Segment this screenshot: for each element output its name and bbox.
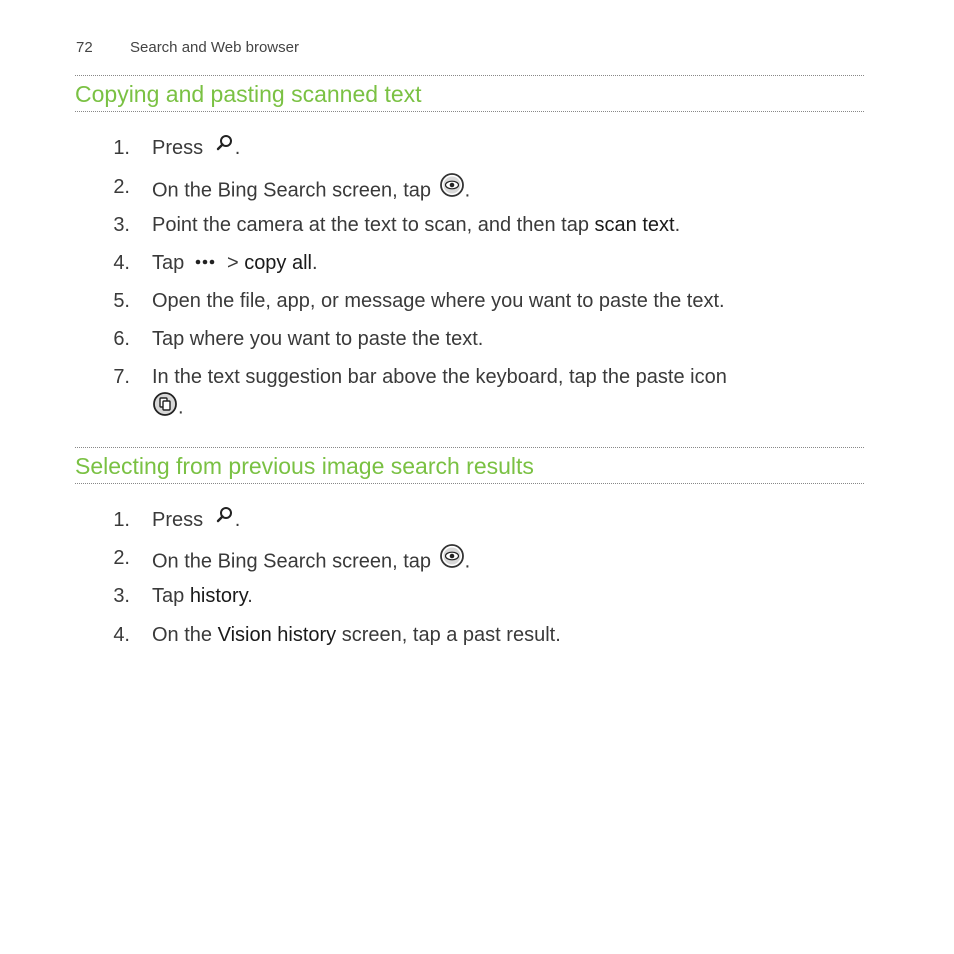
divider xyxy=(75,447,864,448)
step-number: 1. xyxy=(113,509,130,531)
page-number: 72 xyxy=(76,39,93,56)
step-text-end: . xyxy=(234,137,241,159)
page-header xyxy=(76,39,299,56)
step-text-end: . xyxy=(178,396,184,419)
divider xyxy=(75,111,864,112)
step-number: 1. xyxy=(113,137,130,159)
step-text: Press xyxy=(152,137,204,159)
step-number: 5. xyxy=(113,290,130,312)
step-text: On the xyxy=(152,624,213,646)
step-number: 2. xyxy=(113,547,130,569)
ui-term-copy-all: copy all xyxy=(244,252,312,274)
paste-icon xyxy=(152,391,178,425)
step-number: 7. xyxy=(113,366,130,388)
search-icon xyxy=(215,133,235,160)
ui-term-scan-text: scan text xyxy=(594,214,675,236)
search-icon xyxy=(215,505,235,532)
step-text: On the Bing Search screen, tap xyxy=(152,550,432,573)
step-number: 2. xyxy=(113,176,130,198)
ui-term-vision-history: Vision history xyxy=(217,624,337,646)
step-text-end: . xyxy=(247,585,253,607)
step-text-end: . xyxy=(464,550,471,573)
step-text-end: . xyxy=(312,252,318,274)
step-text: Press xyxy=(152,509,204,531)
eye-camera-icon xyxy=(439,543,465,577)
step-text: In the text suggestion bar above the keyboard, tap the paste icon xyxy=(152,366,727,388)
step-text: Tap xyxy=(152,252,185,274)
more-dots-icon xyxy=(194,247,216,274)
step-text-end: . xyxy=(464,179,471,202)
divider xyxy=(75,483,864,484)
step-text: On the Bing Search screen, tap xyxy=(152,179,432,202)
step-text: Tap where you want to paste the text. xyxy=(152,328,484,350)
chapter-title: Search and Web browser xyxy=(130,39,299,56)
step-text-end: . xyxy=(234,509,241,531)
eye-camera-icon xyxy=(439,172,465,206)
ui-term-history: history xyxy=(189,585,248,607)
section-title-selecting: Selecting from previous image search results xyxy=(75,453,534,479)
step-text-end: . xyxy=(674,214,681,236)
step-text: Open the file, app, or message where you want to paste the text. xyxy=(152,290,725,312)
step-number: 4. xyxy=(113,252,130,274)
step-number: 3. xyxy=(113,214,130,236)
section-title-copying: Copying and pasting scanned text xyxy=(75,81,422,107)
step-text: Tap xyxy=(152,585,185,607)
step-text-end: screen, tap a past result. xyxy=(341,624,561,646)
menu-separator: > xyxy=(226,252,239,274)
step-number: 3. xyxy=(113,585,130,607)
divider xyxy=(75,75,864,76)
step-number: 4. xyxy=(113,624,130,646)
step-number: 6. xyxy=(113,328,130,350)
step-text: Point the camera at the text to scan, and then tap xyxy=(152,214,589,236)
